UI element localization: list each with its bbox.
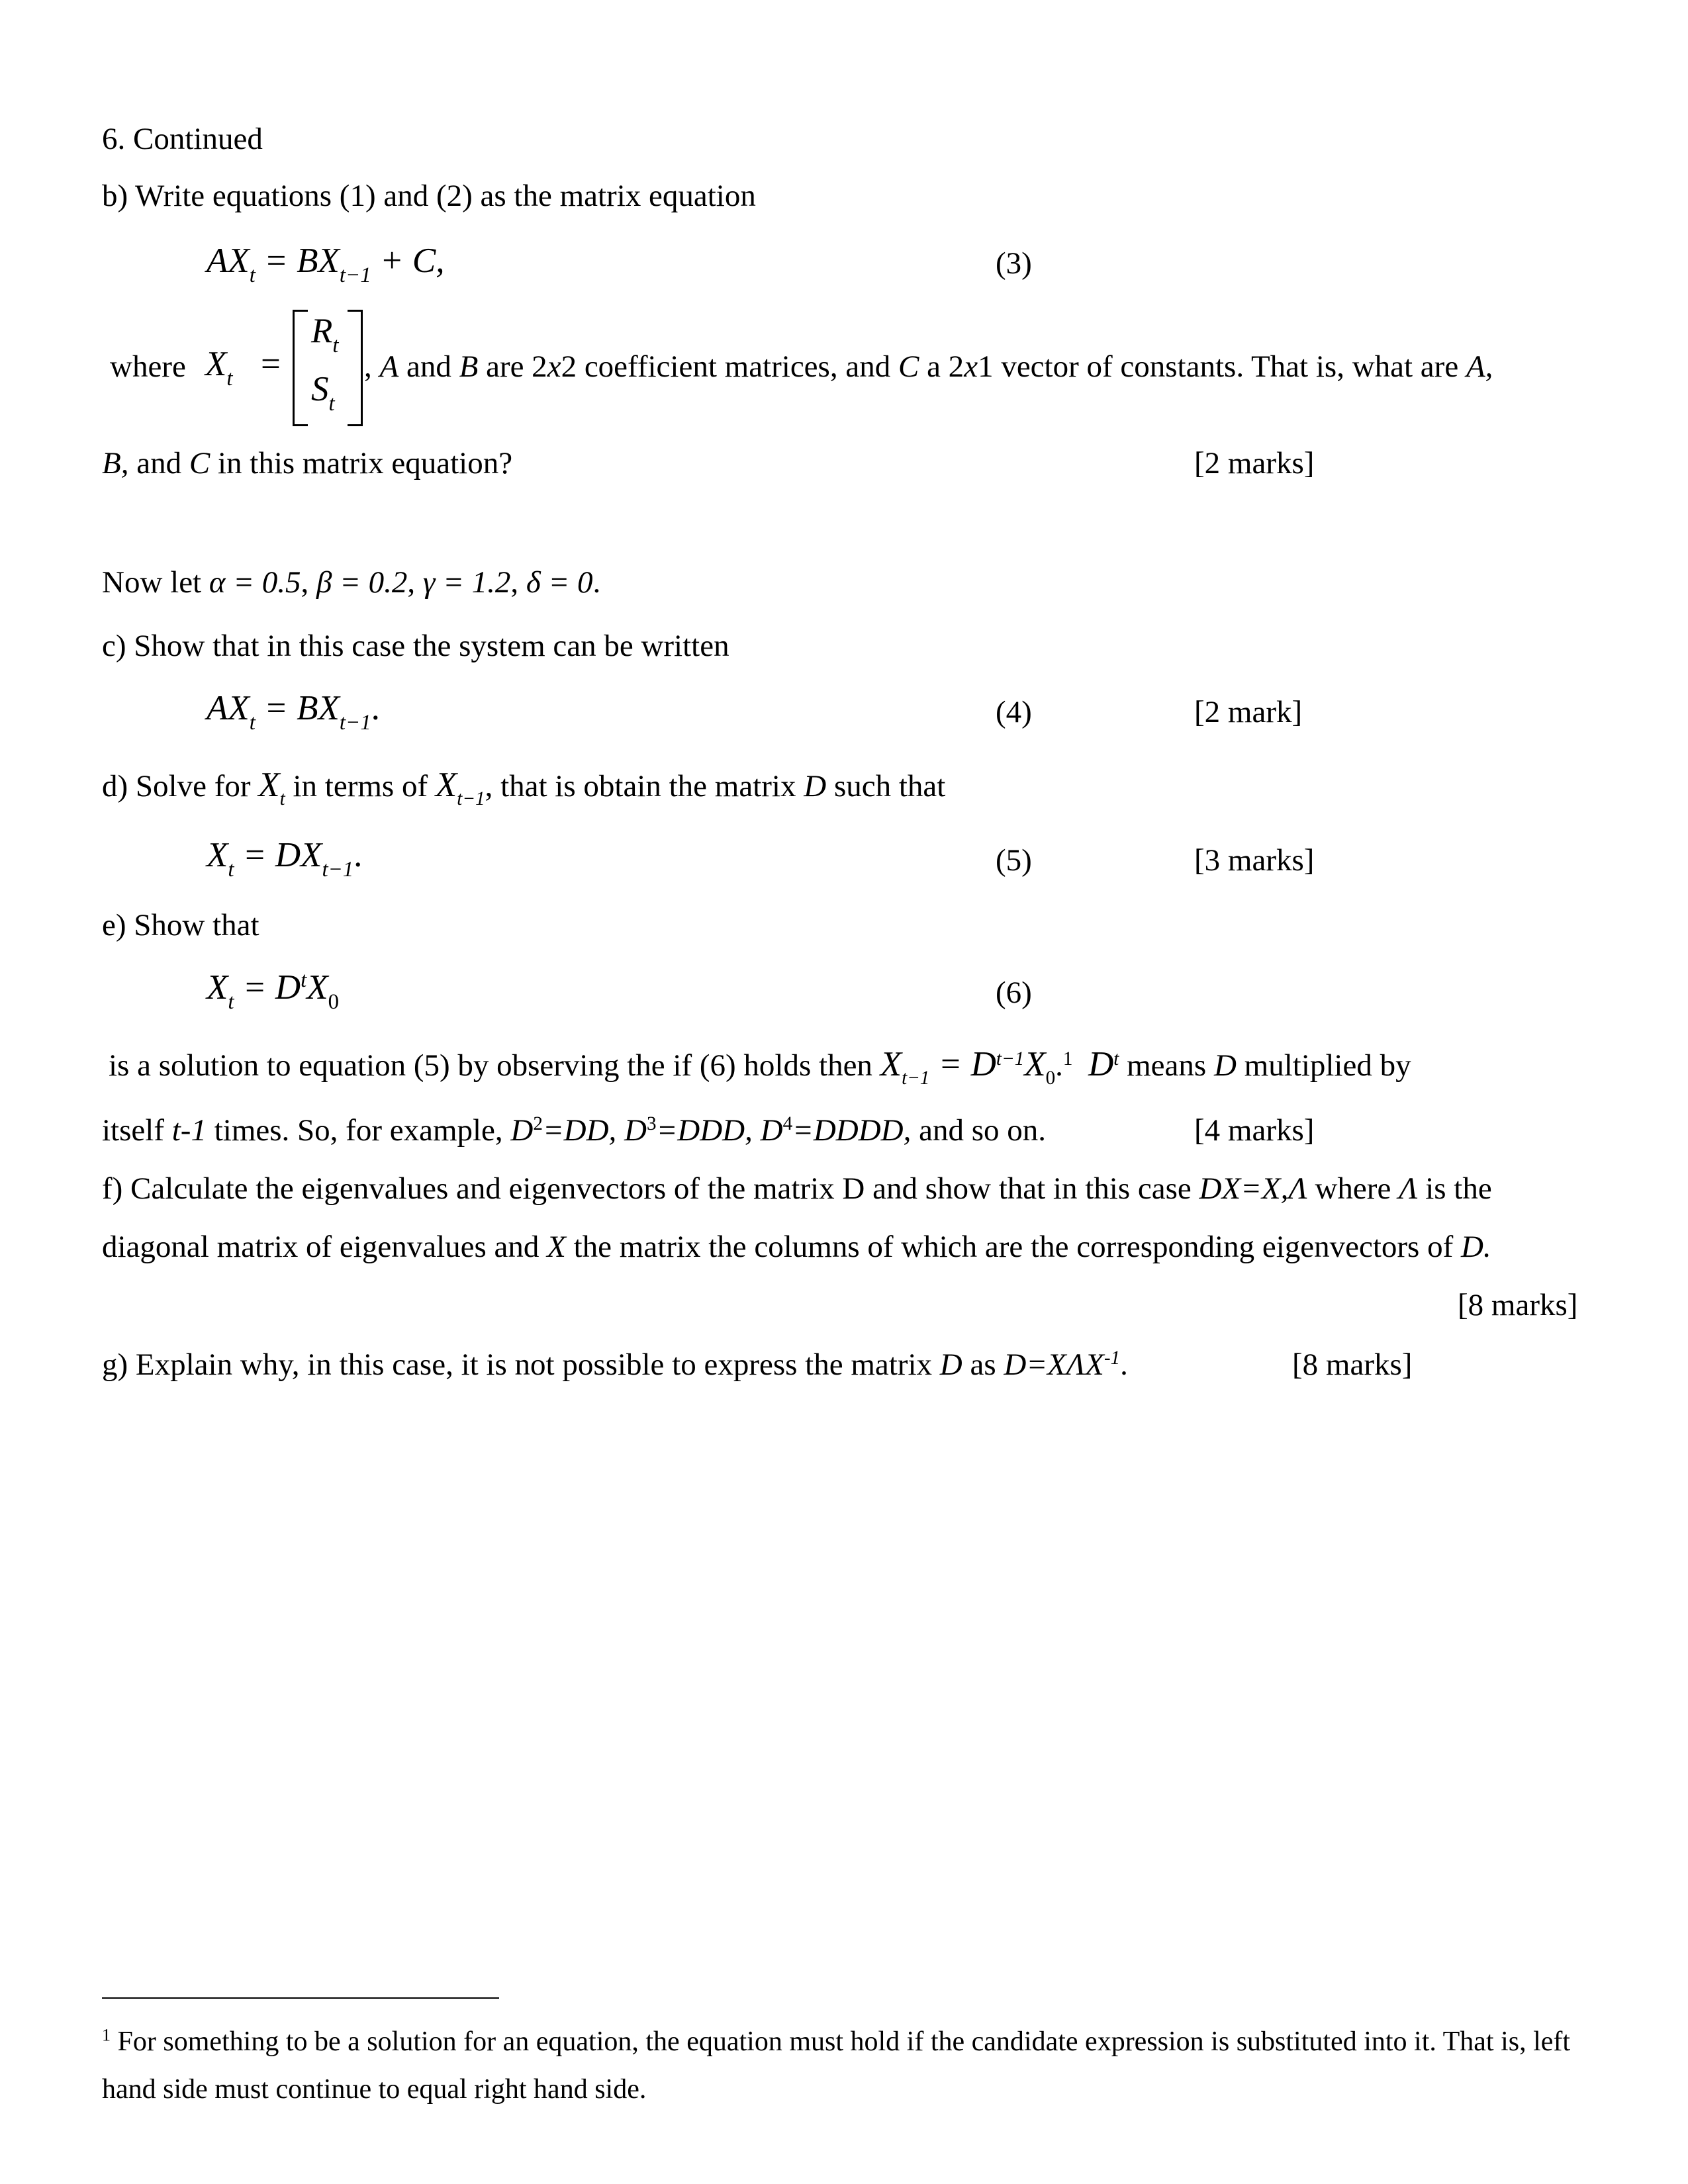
question-f-line2: diagonal matrix of eigenvalues and X the matrix the columns of which are the corresponding eigenvectors of D. [102,1230,1491,1264]
equation-3-number: (3) [996,246,1032,281]
right-bracket [348,310,363,426]
equation-5: $X_t = DX_{t-1}$. [207,836,363,882]
where-label: where [110,349,186,384]
footnote-line1: $^1$ For something to be a solution for an equation, the equation must hold if the candidate expression is substituted into it. That is, left [102,2025,1571,2057]
footnote-divider [102,1997,499,1999]
equation-6-number: (6) [996,976,1032,1010]
question-c-marks: [2 mark] [1194,695,1303,729]
matrix-entry-s: $S_t$ [311,370,335,416]
equation-4: $AX_t = BX_{t-1}$. [207,689,380,735]
question-e-marks: [4 marks] [1194,1113,1315,1148]
x-vector-label: $X_t$ [205,345,233,390]
question-g: g) Explain why, in this case, it is not possible to express the matrix D as $D=X\Lambda X^{-1}$. [102,1347,1128,1382]
question-b-line1: , A and B are 2x2 coefficient matrices, and C a 2x1 vector of constants. That is, what are A, [364,349,1493,384]
question-d-marks: [3 marks] [1194,843,1315,878]
question-g-marks: [8 marks] [1292,1347,1413,1382]
matrix-entry-r: $R_t$ [311,312,339,357]
question-e-line2: itself t-1 times. So, for example, $D^2=DD$, $D^3=DDD$, $D^4=DDDD$, and so on. [102,1113,1047,1148]
section-header: 6. Continued [102,122,263,156]
question-f-marks: [8 marks] [1458,1288,1578,1322]
equation-4-number: (4) [996,695,1032,729]
question-e-prompt: e) Show that [102,908,259,942]
state-vector-matrix [293,310,363,422]
question-b-line2: B, and C in this matrix equation? [102,446,513,480]
footnote-ref: 1 [1062,1048,1073,1069]
question-b-marks: [2 marks] [1194,446,1315,480]
question-f-line1: f) Calculate the eigenvalues and eigenvectors of the matrix D and show that in this case DX=X,Λ where Λ is the [102,1171,1492,1206]
question-c-prompt: c) Show that in this case the system can be written [102,629,729,663]
question-b-prompt: b) Write equations (1) and (2) as the matrix equation [102,179,756,213]
equation-3: $AX_t = BX_{t-1} + C$, [207,242,445,287]
equation-6: $X_t = D^tX_0$ [207,968,340,1014]
footnote-line2: hand side must continue to equal right hand side. [102,2074,647,2105]
parameter-values: Now let α = 0.5, β = 0.2, γ = 1.2, δ = 0. [102,565,601,600]
question-d-prompt: d) Solve for $X_t$ in terms of $X_{t-1}$, that is obtain the matrix D such that [102,766,946,810]
left-bracket [293,310,308,426]
question-e-line1: is a solution to equation (5) by observing the if (6) holds then $X_{t-1} = D^{t-1}X_0.^1$ $D^t$ means D multiplied by [109,1045,1411,1089]
equation-5-number: (5) [996,843,1032,878]
equals-sign: = [261,345,281,383]
